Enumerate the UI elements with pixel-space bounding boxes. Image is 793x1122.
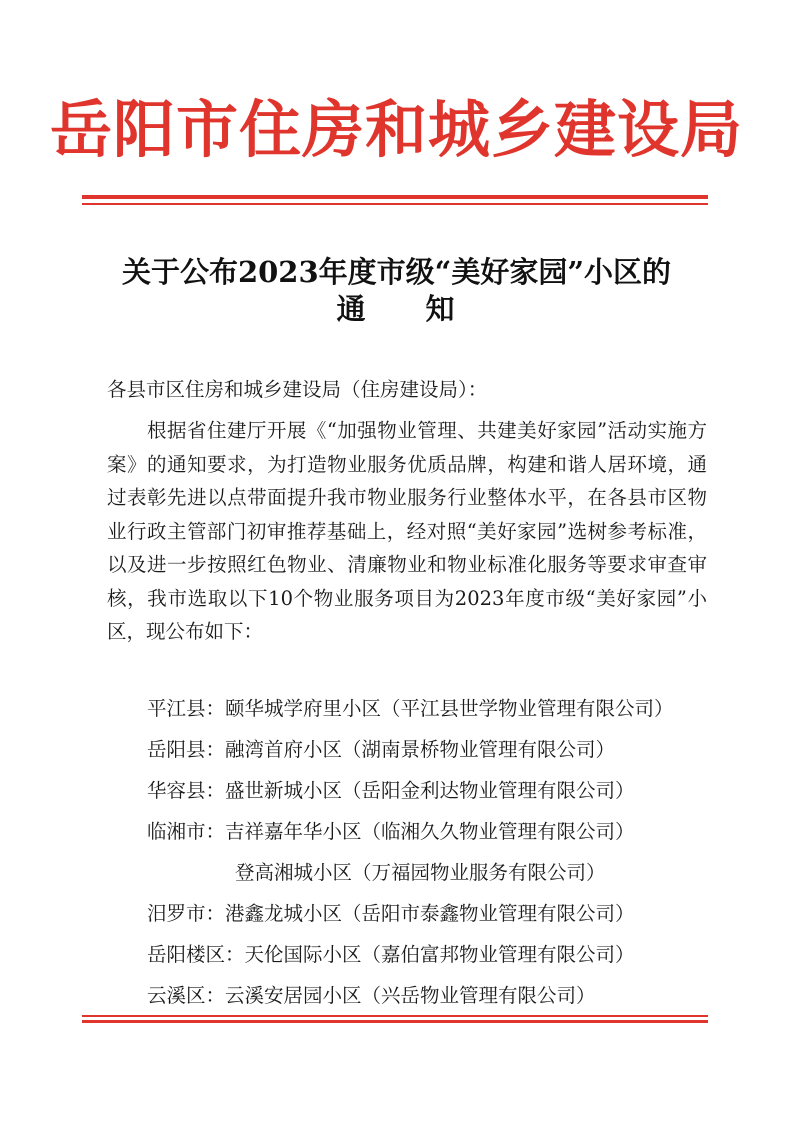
list-item xyxy=(147,975,707,1016)
project-name: 天伦国际小区（嘉伯富邦物业管理有限公司） xyxy=(244,943,635,966)
issuer-header: 岳阳市住房和城乡建设局 xyxy=(49,93,743,166)
county-label: 云溪区： xyxy=(147,984,226,1007)
salutation: 各县市区住房和城乡建设局（住房建设局）： xyxy=(107,378,488,401)
document-title: 关于公布2023年度市级“美好家园”小区的 xyxy=(121,255,672,289)
county-label: 岳阳县： xyxy=(147,738,226,761)
list-item xyxy=(147,688,707,729)
project-name: 盛世新城小区（岳阳金利达物业管理有限公司） xyxy=(225,779,635,802)
title-char-2: 知 xyxy=(425,292,457,326)
project-name: 港鑫龙城小区（岳阳市泰鑫物业管理有限公司） xyxy=(225,902,635,925)
list-item xyxy=(147,934,707,975)
footer-divider-thin xyxy=(82,1015,708,1017)
project-name: 吉祥嘉年华小区（临湘久久物业管理有限公司） xyxy=(225,820,635,843)
document-title-line2 xyxy=(0,291,793,327)
county-label: 汨罗市： xyxy=(147,902,226,925)
county-label: 临湘市： xyxy=(147,820,226,843)
list-item xyxy=(147,729,707,770)
project-name: 融湾首府小区（湖南景桥物业管理有限公司） xyxy=(225,738,616,761)
header-divider-thick xyxy=(82,195,708,199)
footer-divider-thick xyxy=(82,1020,708,1023)
list-item xyxy=(147,770,707,811)
body-paragraph: 根据省住建厅开展《“加强物业管理、共建美好家园”活动实施方案》的通知要求，为打造物业服务优质品牌，构建和谐人居环境，通过表彰先进以点带面提升我市物业服务行业整体水平，在各县市区物业行政主管部门初审推荐基础上，经对照“美好家园”选树参考标准，以及进一步按照红色物业、清廉物业和物业标准化服务等要求审查审核，我市选取以下10个物业服务项目为2023年度市级“美好家园”小区，现公布如下： xyxy=(107,419,707,643)
county-label: 岳阳楼区： xyxy=(147,943,245,966)
project-name: 云溪安居园小区（兴岳物业管理有限公司） xyxy=(225,984,596,1007)
list-item xyxy=(147,893,707,934)
project-name: 登高湘城小区（万福园物业服务有限公司） xyxy=(235,861,606,884)
county-label: 平江县： xyxy=(147,697,226,720)
project-name: 颐华城学府里小区（平江县世学物业管理有限公司） xyxy=(225,697,674,720)
project-list xyxy=(147,688,707,1016)
title-char-1: 通 xyxy=(336,292,368,326)
header-divider-thin xyxy=(82,203,708,205)
list-item xyxy=(147,811,707,852)
county-label: 华容县： xyxy=(147,779,226,802)
list-item xyxy=(147,852,707,893)
